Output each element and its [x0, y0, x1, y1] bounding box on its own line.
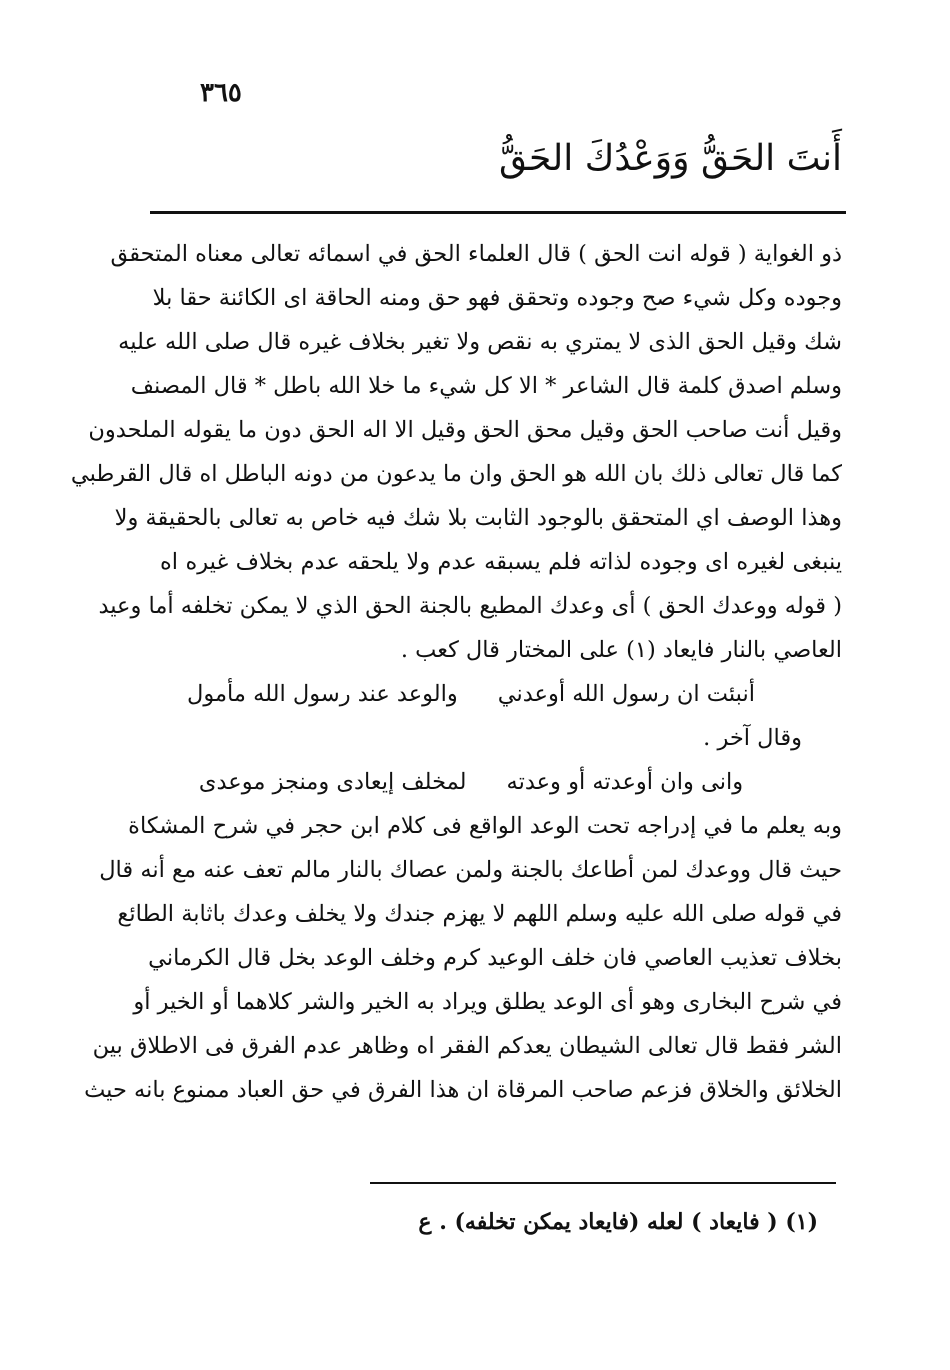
- footnote: (١) ( فايعاد ) لعله (فايعاد يمكن تخلفه) . ع: [418, 1209, 818, 1235]
- page-number: ٣٦٥: [200, 78, 242, 108]
- verse-hemistich-second: لمخلف إيعادى ومنجز موعدى: [198, 769, 467, 795]
- verse-hemistich-first: أنبئت ان رسول الله أوعدني: [497, 681, 755, 707]
- text-line: وسلم اصدق كلمة قال الشاعر * الا كل شيء ما خلا الله باطل * قال المصنف: [130, 373, 842, 399]
- text-line: العاصي بالنار فايعاد (١) على المختار قال كعب .: [400, 637, 842, 663]
- text-line: وبه يعلم ما في إدراجه تحت الوعد الواقع فى كلام ابن حجر في شرح المشكاة: [128, 813, 842, 839]
- text-line: وجوده وكل شيء صح وجوده وتحقق فهو حق ومنه الحاقة اى الكائنة حقا بلا: [152, 285, 842, 311]
- header-rule: [150, 211, 846, 214]
- text-line: كما قال تعالى ذلك بان الله هو الحق وان ما يدعون من دونه الباطل اه قال القرطبي: [70, 461, 842, 487]
- text-line: شك وقيل الحق الذى لا يمتري به نقص ولا تغير بخلاف غيره قال صلى الله عليه: [118, 329, 842, 355]
- text-line: ( قوله ووعدك الحق ) أى وعدك المطيع بالجنة الحق الذي لا يمكن تخلفه أما وعيد: [98, 593, 842, 619]
- text-line: الخلائق والخلاق فزعم صاحب المرقاة ان هذا الفرق في حق العباد ممنوع بانه حيث: [84, 1077, 842, 1103]
- text-line: وهذا الوصف اي المتحقق بالوجود الثابت بلا شك فيه خاص به تعالى بالحقيقة ولا: [114, 505, 842, 531]
- text-line: في شرح البخارى وهو أى الوعد يطلق ويراد به الخير والشر كلاهما أو الخير أو: [133, 989, 842, 1015]
- verse-intro: وقال آخر .: [703, 725, 802, 751]
- text-line: وقيل أنت صاحب الحق وقيل محق الحق وقيل الا اله الحق دون ما يقوله الملحدون: [88, 417, 842, 443]
- text-line: بخلاف تعذيب العاصي فان خلف الوعيد كرم وخلف الوعد بخل قال الكرماني: [148, 945, 842, 971]
- text-line: ينبغى لغيره اى وجوده لذاته فلم يسبقه عدم ولا يلحقه عدم بخلاف غيره اه: [160, 549, 842, 575]
- verse-hemistich-second: والوعد عند رسول الله مأمول: [187, 681, 458, 707]
- verse-hemistich-first: وانى وان أوعدته أو وعدته: [506, 769, 744, 795]
- text-line: ذو الغواية ( قوله انت الحق ) قال العلماء الحق في اسمائه تعالى معناه المتحقق: [110, 241, 842, 267]
- footnote-rule: [370, 1182, 836, 1184]
- header-title: أَنتَ الحَقُّ وَوَعْدُكَ الحَقُّ: [499, 138, 842, 179]
- text-line: حيث قال ووعدك لمن أطاعك بالجنة ولمن عصاك بالنار مالم تعف عنه مع أنه قال: [99, 857, 842, 883]
- text-line: في قوله صلى الله عليه وسلم اللهم لا يهزم جندك ولا يخلف وعدك باثابة الطائع: [117, 901, 842, 927]
- text-line: الشر فقط قال تعالى الشيطان يعدكم الفقر اه وظاهر عدم الفرق فى الاطلاق بين: [92, 1033, 842, 1059]
- verse-line-2: [160, 760, 842, 804]
- body-text: [70, 232, 842, 1112]
- verse-line-1: [160, 672, 842, 716]
